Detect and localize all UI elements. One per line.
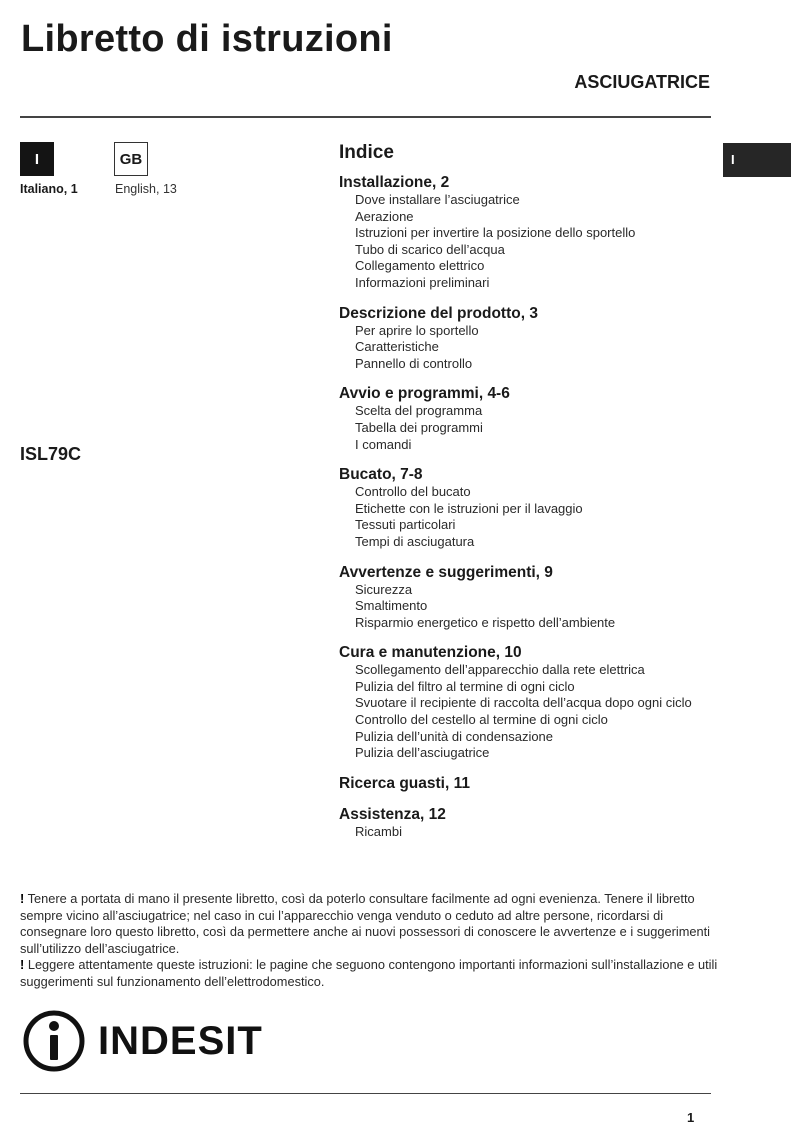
- note-text: Leggere attentamente queste istruzioni: le pagine che seguono contengono importanti informazioni sull’installazione e utili suggerimenti sul funzionamento dell’elettrodomestico.: [20, 957, 718, 989]
- section-item: Risparmio energetico e rispetto dell’ambiente: [355, 614, 616, 630]
- language-side-tab: I: [723, 143, 791, 177]
- section-items: [339, 582, 719, 632]
- index-section: [339, 775, 719, 793]
- section-item: I comandi: [355, 436, 412, 452]
- section-item: Pulizia dell’unità di condensazione: [355, 728, 554, 744]
- section-title: Cura e manutenzione, 10: [339, 644, 522, 662]
- notes: [20, 891, 720, 990]
- index-section: [339, 385, 719, 453]
- section-item: Ricambi: [355, 823, 402, 839]
- language-label-english: English, 13: [115, 182, 177, 196]
- section-item: Controllo del bucato: [355, 484, 471, 500]
- page-number: 1: [687, 1110, 695, 1125]
- section-item: Caratteristiche: [355, 339, 439, 355]
- section-item: Tessuti particolari: [355, 517, 456, 533]
- brand-logo: [22, 1009, 263, 1073]
- section-items: [339, 662, 719, 762]
- section-item: Pulizia del filtro al termine di ogni ciclo: [355, 678, 575, 694]
- product-type: ASCIUGATRICE: [574, 72, 710, 92]
- section-items: [339, 824, 719, 841]
- section-title: Bucato, 7-8: [339, 466, 423, 484]
- index-sections: [339, 174, 719, 840]
- index-section: [339, 305, 719, 373]
- section-item: Controllo del cestello al termine di ogni ciclo: [355, 712, 608, 728]
- section-items: [339, 403, 719, 453]
- note: [20, 891, 720, 957]
- section-item: Sicurezza: [355, 581, 413, 597]
- section-item: Pannello di controllo: [355, 355, 473, 371]
- page-title: Libretto di istruzioni: [21, 18, 393, 60]
- section-item: Istruzioni per invertire la posizione dello sportello: [355, 225, 636, 241]
- section-item: Per aprire lo sportello: [355, 322, 479, 338]
- model-number: ISL79C: [20, 444, 82, 464]
- brand-wordmark: INDESIT: [98, 1018, 263, 1063]
- section-item: Tubo di scarico dell’acqua: [355, 241, 505, 257]
- section-item: Smaltimento: [355, 598, 428, 614]
- section-item: Scollegamento dell’apparecchio dalla rete elettrica: [355, 662, 645, 678]
- top-divider: [20, 116, 711, 118]
- section-item: Pulizia dell’asciugatrice: [355, 745, 490, 761]
- section-item: Etichette con le istruzioni per il lavaggio: [355, 500, 583, 516]
- section-item: Tabella dei programmi: [355, 419, 483, 435]
- warning-mark-icon: !: [20, 957, 25, 972]
- index-section: [339, 564, 719, 632]
- section-item: Informazioni preliminari: [355, 274, 490, 290]
- section-title: Installazione, 2: [339, 174, 450, 191]
- language-box-italian: I: [20, 142, 54, 176]
- index-section: [339, 806, 719, 841]
- section-title: Assistenza, 12: [339, 805, 446, 823]
- section-item: Scelta del programma: [355, 403, 483, 419]
- language-box-english: GB: [114, 142, 148, 176]
- section-items: [339, 484, 719, 550]
- section-title: Descrizione del prodotto, 3: [339, 304, 538, 322]
- section-item: Svuotare il recipiente di raccolta dell’acqua dopo ogni ciclo: [355, 695, 692, 711]
- section-title: Ricerca guasti, 11: [339, 774, 470, 792]
- indesit-logo-icon: [22, 1009, 86, 1073]
- section-item: Dove installare l’asciugatrice: [355, 192, 520, 207]
- section-item: Collegamento elettrico: [355, 258, 485, 274]
- note: [20, 957, 720, 990]
- table-of-contents: [339, 142, 719, 853]
- index-section: [339, 644, 719, 762]
- section-title: Avvio e programmi, 4-6: [339, 385, 510, 403]
- note-text: Tenere a portata di mano il presente libretto, così da poterlo consultare facilmente ad ogni evenienza. Tenere il libretto sempre vicino all’asciugatrice; nel caso in cui l’apparecchio venga venduto o ceduto ad altre persone, ricordarsi di consegnare loro questo libretto, così da permettere anche ai nuovi possessori di conoscere le avvertenze e i suggerimenti sull’utilizzo dell’asciugatrice.: [20, 891, 710, 956]
- section-title: Avvertenze e suggerimenti, 9: [339, 563, 553, 581]
- index-section: [339, 174, 719, 292]
- section-item: Tempi di asciugatura: [355, 533, 475, 549]
- index-title: Indice: [339, 142, 394, 163]
- language-label-italian: Italiano, 1: [20, 182, 78, 196]
- section-items: [339, 192, 719, 292]
- section-item: Aerazione: [355, 208, 414, 224]
- index-section: [339, 466, 719, 550]
- warning-mark-icon: !: [20, 891, 25, 906]
- bottom-divider: [20, 1093, 711, 1094]
- section-items: [339, 323, 719, 373]
